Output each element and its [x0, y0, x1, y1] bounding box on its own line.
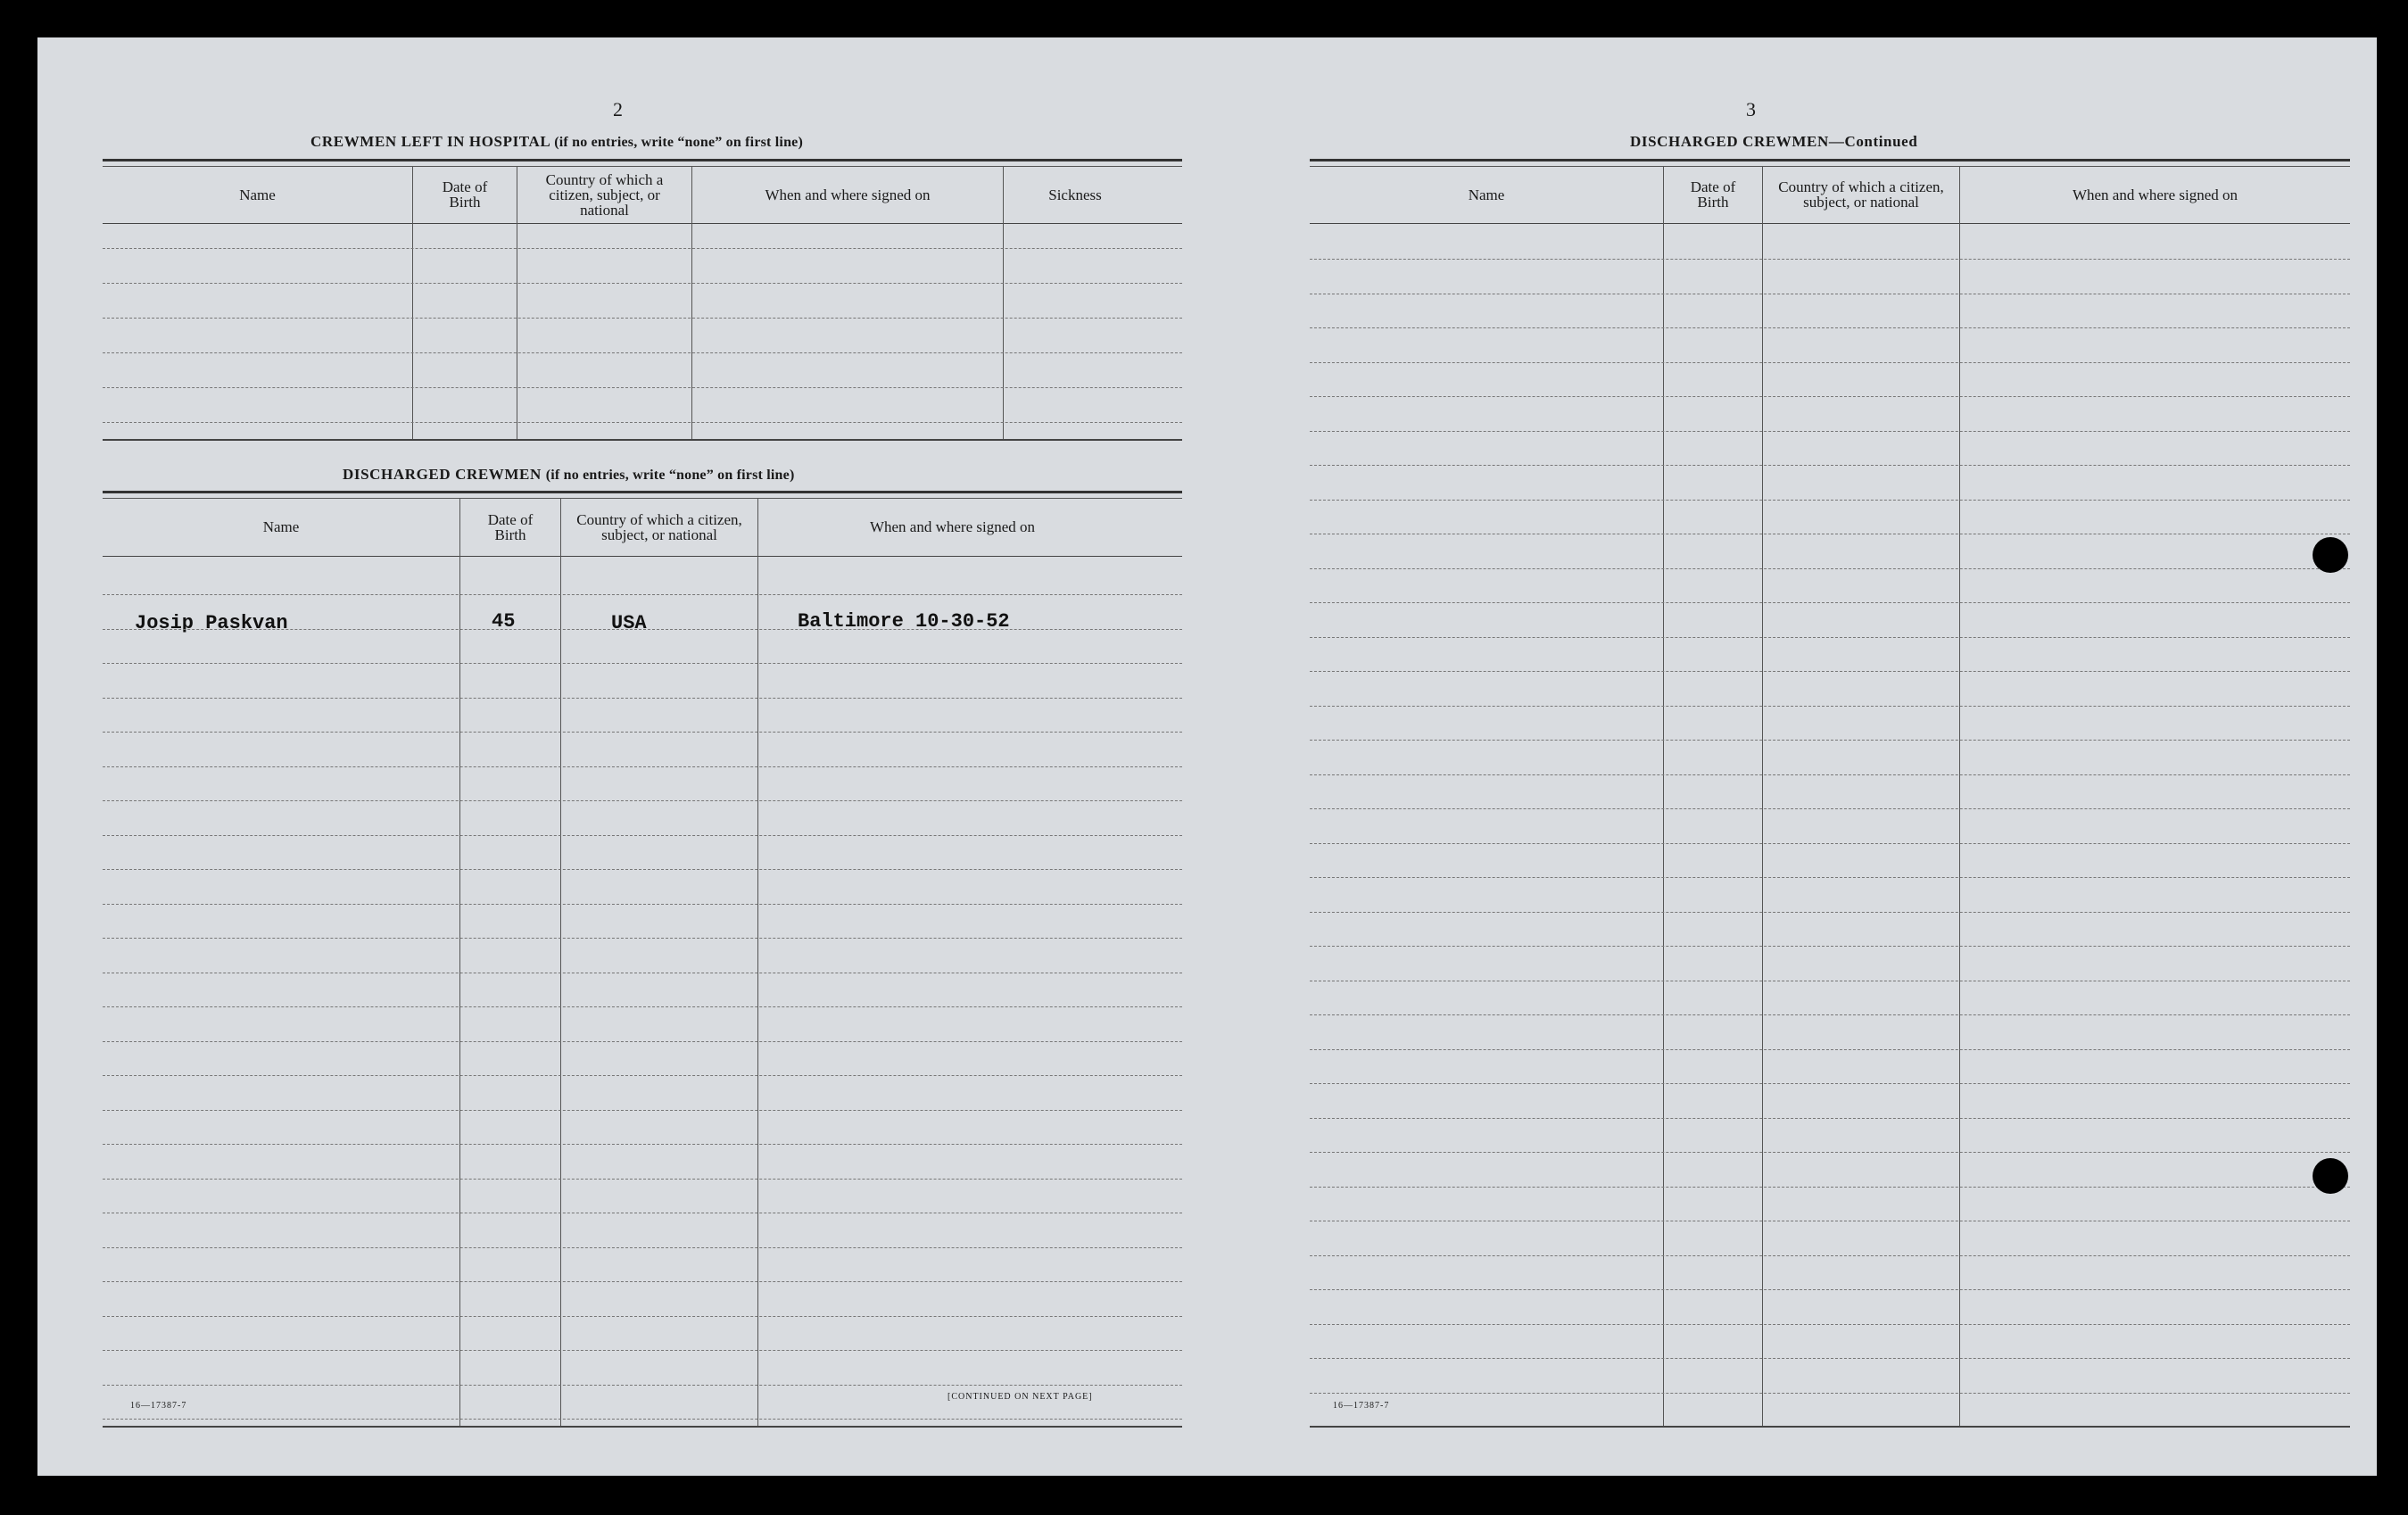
crew-country: USA [611, 612, 647, 634]
ruled-line [1310, 500, 2350, 501]
ruled-line [103, 248, 1182, 249]
col-country: Country of which a citizen, subject, or national [576, 510, 742, 543]
ruled-line [103, 800, 1182, 801]
ruled-line [103, 1316, 1182, 1317]
discharged-title: DISCHARGED CREWMEN [343, 466, 542, 483]
ruled-line [103, 732, 1182, 733]
ruled-line [103, 869, 1182, 870]
ruled-line [103, 663, 1182, 664]
ruled-line [1310, 1152, 2350, 1153]
hospital-note: (if no entries, write “none” on first line) [554, 135, 803, 150]
ruled-line [1310, 1393, 2350, 1394]
ruled-line [1310, 706, 2350, 707]
hospital-table-header [103, 166, 1182, 224]
ruled-line [103, 1179, 1182, 1180]
page-number: 3 [1746, 98, 1756, 120]
ruled-line [1310, 362, 2350, 363]
form-number: 16—17387-7 [1333, 1401, 1390, 1411]
ruled-line [1310, 1255, 2350, 1256]
discharged-section-title [343, 466, 794, 484]
col-signed-on: When and where signed on [869, 518, 1036, 535]
ruled-line [1310, 327, 2350, 328]
ruled-line [103, 387, 1182, 388]
ruled-line [1310, 465, 2350, 466]
discharged-cont-title: DISCHARGED CREWMEN—Continued [1630, 133, 1918, 150]
ruled-line [103, 318, 1182, 319]
ruled-line [1310, 1324, 2350, 1325]
form-number: 16—17387-7 [130, 1401, 187, 1411]
ruled-line [103, 1075, 1182, 1076]
col-name: Name [1468, 186, 1505, 203]
ruled-line [1310, 1358, 2350, 1359]
hospital-title: CREWMEN LEFT IN HOSPITAL [310, 133, 550, 150]
col-country: Country of which a citizen, subject, or national [1778, 178, 1944, 211]
hospital-table [103, 159, 1182, 443]
ruled-line [103, 904, 1182, 905]
ruled-line [103, 422, 1182, 423]
discharged-cont-section-title [1630, 133, 1917, 151]
ruled-line [1310, 259, 2350, 260]
ruled-line [1310, 671, 2350, 672]
ruled-line [103, 766, 1182, 767]
crew-name: Josip Paskvan [135, 612, 288, 634]
hospital-section-title [310, 133, 803, 151]
discharged-cont-table-header [1310, 166, 2350, 224]
col-signed-on: When and where signed on [2072, 186, 2238, 203]
ruled-line [1310, 843, 2350, 844]
ruled-line [1310, 774, 2350, 775]
col-date-of-birth: Date of Birth [487, 510, 534, 543]
ruled-line [1310, 637, 2350, 638]
continued-label: [CONTINUED ON NEXT PAGE] [947, 1392, 1093, 1402]
ruled-line [103, 1350, 1182, 1351]
ruled-line [1310, 912, 2350, 913]
crew-signed-on: Baltimore 10-30-52 [798, 610, 1010, 633]
ruled-line [1310, 740, 2350, 741]
col-sickness: Sickness [1048, 186, 1102, 203]
discharged-cont-table [1310, 159, 2350, 1429]
ruled-line [103, 835, 1182, 836]
ruled-line [1310, 396, 2350, 397]
ruled-line [103, 629, 1182, 630]
punch-hole [2313, 1158, 2348, 1194]
ruled-line [1310, 946, 2350, 947]
discharged-note: (if no entries, write “none” on first line) [545, 468, 795, 483]
ruled-line [1310, 431, 2350, 432]
discharged-table [103, 491, 1182, 1429]
ruled-line [103, 1247, 1182, 1248]
ruled-line [1310, 1118, 2350, 1119]
ruled-line [1310, 568, 2350, 569]
discharged-table-header [103, 498, 1182, 557]
ruled-line [103, 938, 1182, 939]
col-country: Country of which a citizen, subject, or national [545, 170, 664, 219]
crew-dob: 45 [492, 610, 516, 633]
document-sheet [37, 37, 2377, 1476]
ruled-line [1310, 877, 2350, 878]
punch-hole [2313, 537, 2348, 573]
col-date-of-birth: Date of Birth [1690, 178, 1736, 211]
col-name: Name [239, 186, 276, 203]
right-page [1251, 37, 2377, 1476]
left-page [37, 37, 1197, 1476]
ruled-line [103, 352, 1182, 353]
ruled-line [1310, 1289, 2350, 1290]
ruled-line [103, 1041, 1182, 1042]
ruled-line [103, 1144, 1182, 1145]
ruled-line [103, 698, 1182, 699]
ruled-line [103, 1281, 1182, 1282]
ruled-line [1310, 1049, 2350, 1050]
col-date-of-birth: Date of Birth [442, 178, 488, 211]
ruled-line [1310, 1187, 2350, 1188]
ruled-line [103, 283, 1182, 284]
ruled-line [103, 1385, 1182, 1386]
ruled-line [1310, 1083, 2350, 1084]
col-signed-on: When and where signed on [765, 186, 931, 203]
ruled-line [103, 1419, 1182, 1420]
col-name: Name [262, 518, 300, 535]
ruled-line [103, 594, 1182, 595]
ruled-line [103, 1006, 1182, 1007]
page-number: 2 [613, 98, 623, 120]
ruled-line [1310, 602, 2350, 603]
ruled-line [103, 1110, 1182, 1111]
ruled-line [1310, 808, 2350, 809]
ruled-line [1310, 1014, 2350, 1015]
